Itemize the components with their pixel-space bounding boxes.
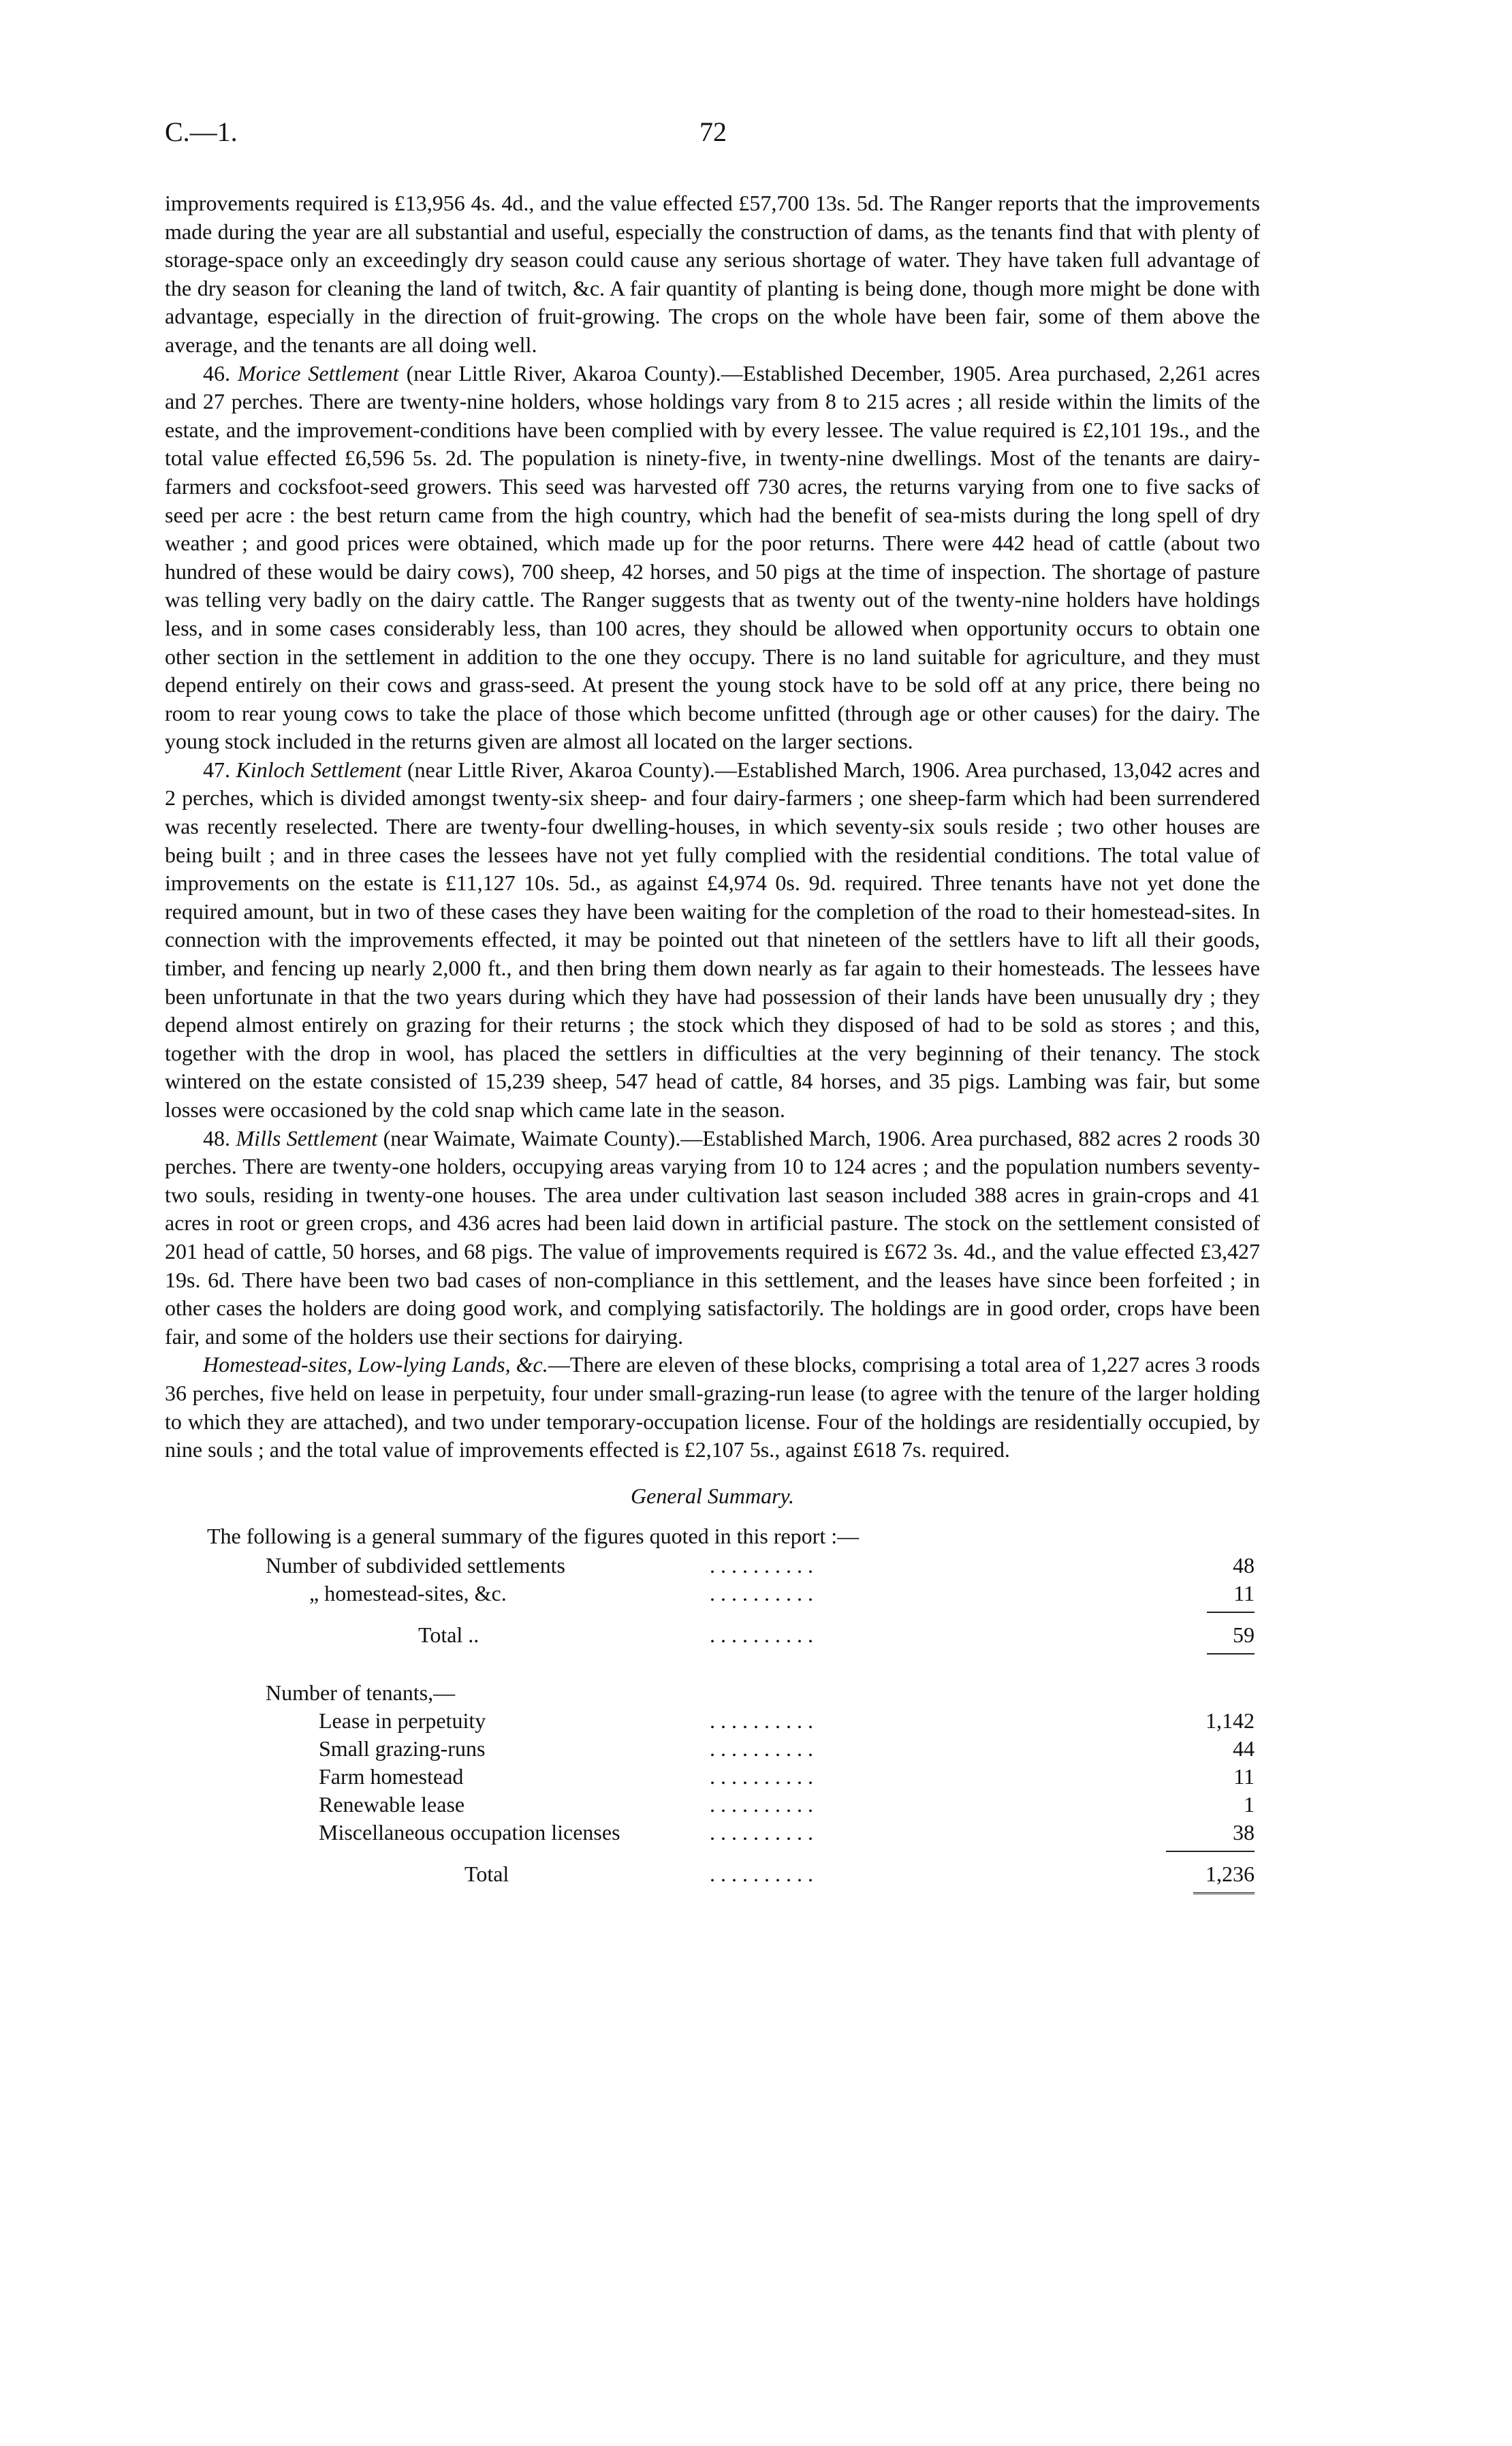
paragraph-number: 46. <box>203 360 230 386</box>
row-value: 59 <box>1233 1622 1255 1647</box>
subtotal-rule <box>165 1847 1255 1856</box>
paragraph-homestead-sites <box>165 1351 1260 1464</box>
row-value: 11 <box>1233 1763 1255 1789</box>
paragraph-title: Kinloch Settlement <box>236 757 402 782</box>
leader-dots: . . . . . . . . . . <box>710 1736 813 1761</box>
row-value: 11 <box>1233 1580 1255 1605</box>
page-number: 72 <box>699 116 727 147</box>
leader-dots: . . . . . . . . . . <box>710 1861 813 1886</box>
paragraph-text: improvements required is £13,956 4s. 4d., and the value effected £57,700 13s. 5d. The Ranger reports that the improvements made during the year are all substantial and useful, especially the construction of dams, as the tenants find that with plenty of storage-space only an exceedingly dry season could cause any serious shortage of water. They have taken full advantage of the dry season for cleaning the land of twitch, &c. A fair quantity of planting is being done, though more might be done with advantage, especially in the direction of fruit-growing. The crops on the whole have been fair, some of them above the average, and the tenants are all doing well. <box>165 191 1260 357</box>
row-label: Miscellaneous occupation licenses <box>319 1819 620 1845</box>
paragraph-morice-settlement <box>165 360 1260 756</box>
paragraph-text: (near Little River, Akaroa County).—Established March, 1906. Area purchased, 13,042 acres and 2 perches, which is divided amongst twenty-six sheep- and four dairy-farmers ; one sheep-farm which had been surrendered was recently reselected. There are twenty-four dwelling-houses, in which seventy-six souls reside ; two other houses are being built ; and in three cases the lessees have not yet fully complied with the residential conditions. The total value of improvements on the estate is £11,127 10s. 5d., as against £4,974 0s. 9d. required. Three tenants have not yet done the required amount, but in two of these cases they have been waiting for the completion of the road to their homestead-sites. In connection with the improvements effected, it may be pointed out that nineteen of the settlers have to lift all their goods, timber, and fencing up nearly 2,000 ft., and then bring them down nearly as far again to their homesteads. The lessees have been unfortunate in that the two years during which they have had possession of their lands have been unusually dry ; they depend almost entirely on grazing for their returns ; the stock which they disposed of had to be sold as stores ; and this, together with the drop in wool, has placed the settlers in difficulties at the very beginning of their tenancy. The stock wintered on the estate consisted of 15,239 sheep, 547 head of cattle, 84 horses, and 35 pigs. Lambing was fair, but some losses were occasioned by the cold snap which came late in the season. <box>165 757 1261 1122</box>
document-body <box>165 189 1260 1898</box>
paragraph-continuation <box>165 189 1260 360</box>
paragraph-title: Morice Settlement <box>237 360 399 386</box>
row-label: Total .. <box>418 1622 479 1647</box>
summary-intro: The following is a general summary of the figures quoted in this report :— <box>207 1523 860 1548</box>
summary-total-row <box>165 1621 1255 1649</box>
leader-dots: . . . . . . . . . . <box>710 1552 813 1578</box>
paragraph-title: Mills Settlement <box>236 1125 378 1150</box>
summary-row <box>165 1552 1255 1580</box>
leader-dots: . . . . . . . . . . <box>710 1791 813 1817</box>
summary-row <box>165 1580 1255 1608</box>
total-double-rule <box>165 1888 1255 1898</box>
paragraph-text: (near Waimate, Waimate County).—Established March, 1906. Area purchased, 882 acres 2 roods 30 perches. There are twenty-one holders, occupying areas varying from 10 to 124 acres ; and the population numbers seventy-two souls, residing in twenty-one houses. The area under cultivation last season included 388 acres in grain-crops and 41 acres in root or green crops, and 436 acres had been laid down in artificial pasture. The stock on the settlement consisted of 201 head of cattle, 50 horses, and 68 pigs. The value of improvements required is £672 3s. 4d., and the value effected £3,427 19s. 6d. There have been two bad cases of non-compliance in this settlement, and the leases have since been forfeited ; in other cases the holders are doing good work, and complying satisfactorily. The holdings are in good order, crops have been fair, and some of the holders use their sections for dairying. <box>165 1125 1261 1349</box>
summary-table <box>165 1552 1255 1898</box>
summary-heading: General Summary. <box>631 1483 794 1508</box>
leader-dots: . . . . . . . . . . <box>710 1763 813 1789</box>
summary-row <box>165 1763 1255 1791</box>
tenants-heading-row <box>165 1679 1255 1707</box>
row-label: Renewable lease <box>319 1791 465 1817</box>
paragraph-mills-settlement <box>165 1125 1260 1351</box>
row-label: „ homestead-sites, &c. <box>309 1580 507 1605</box>
row-value: 38 <box>1233 1819 1255 1845</box>
paragraph-text: —There are eleven of these blocks, comprising a total area of 1,227 acres 3 roods 36 perches, five held on lease in perpetuity, four under small-grazing-run lease (to agree with the tenure of the larger holding to which they are attached), and two under temporary-occupation license. Four of the holdings are residentially occupied, by nine souls ; and the total value of improvements effected is £2,107 5s., against £618 7s. required. <box>165 1352 1261 1462</box>
subtotal-rule <box>165 1608 1255 1617</box>
paragraph-number: 48. <box>203 1125 230 1150</box>
leader-dots: . . . . . . . . . . <box>710 1708 813 1733</box>
summary-row <box>165 1707 1255 1735</box>
paragraph-title: Homestead-sites, Low-lying Lands, &c. <box>203 1352 548 1377</box>
paragraph-kinloch-settlement <box>165 756 1260 1125</box>
row-value: 44 <box>1233 1736 1255 1761</box>
summary-row <box>165 1819 1255 1847</box>
row-value: 48 <box>1233 1552 1255 1578</box>
leader-dots: . . . . . . . . . . <box>710 1819 813 1845</box>
section-code: C.—1. <box>165 116 238 147</box>
row-value: 1,236 <box>1206 1861 1255 1886</box>
leader-dots: . . . . . . . . . . <box>710 1580 813 1605</box>
leader-dots: . . . . . . . . . . <box>710 1622 813 1647</box>
row-value: 1 <box>1244 1791 1255 1817</box>
page-header <box>165 116 1261 157</box>
row-label: Lease in perpetuity <box>319 1708 486 1733</box>
paragraph-number: 47. <box>203 757 230 782</box>
row-label: Small grazing-runs <box>319 1736 486 1761</box>
row-label: Total <box>464 1861 509 1886</box>
row-label: Number of subdivided settlements <box>266 1552 565 1578</box>
paragraph-text: (near Little River, Akaroa County).—Established December, 1905. Area purchased, 2,261 acres and 27 perches. There are twenty-nine holders, whose holdings vary from 8 to 215 acres ; all reside within the limits of the estate, and the improvement-conditions have been complied with by every lessee. The value required is £2,101 19s., and the total value effected £6,596 5s. 2d. The population is ninety-five, in twenty-nine dwellings. Most of the tenants are dairy-farmers and cocksfoot-seed growers. This seed was harvested off 730 acres, the returns varying from one to five sacks of seed per acre : the best return came from the high country, which had the benefit of sea-mists during the long spell of dry weather ; and good prices were obtained, which made up for the poor returns. There were 442 head of cattle (about two hundred of these would be dairy cows), 700 sheep, 42 horses, and 50 pigs at the time of inspection. The shortage of pasture was telling very badly on the dairy cattle. The Ranger suggests that as twenty out of the twenty-nine holders have holdings less, and in some cases considerably less, than 100 acres, they should be allowed when opportunity occurs to obtain one other section in the settlement in addition to the one they occupy. There is no land suitable for agriculture, and they must depend entirely on their cows and grass-seed. At present the young stock have to be sold off at any price, there being no room to rear young cows to take the place of those which become unfitted (through age or other causes) for the dairy. The young stock included in the returns given are almost all located on the larger sections. <box>165 360 1261 754</box>
summary-row <box>165 1735 1255 1763</box>
summary-total-row <box>165 1860 1255 1888</box>
summary-row <box>165 1791 1255 1819</box>
total-rule <box>165 1649 1255 1659</box>
row-value: 1,142 <box>1206 1708 1255 1733</box>
row-label: Farm homestead <box>319 1763 464 1789</box>
tenants-heading: Number of tenants,— <box>266 1680 456 1705</box>
